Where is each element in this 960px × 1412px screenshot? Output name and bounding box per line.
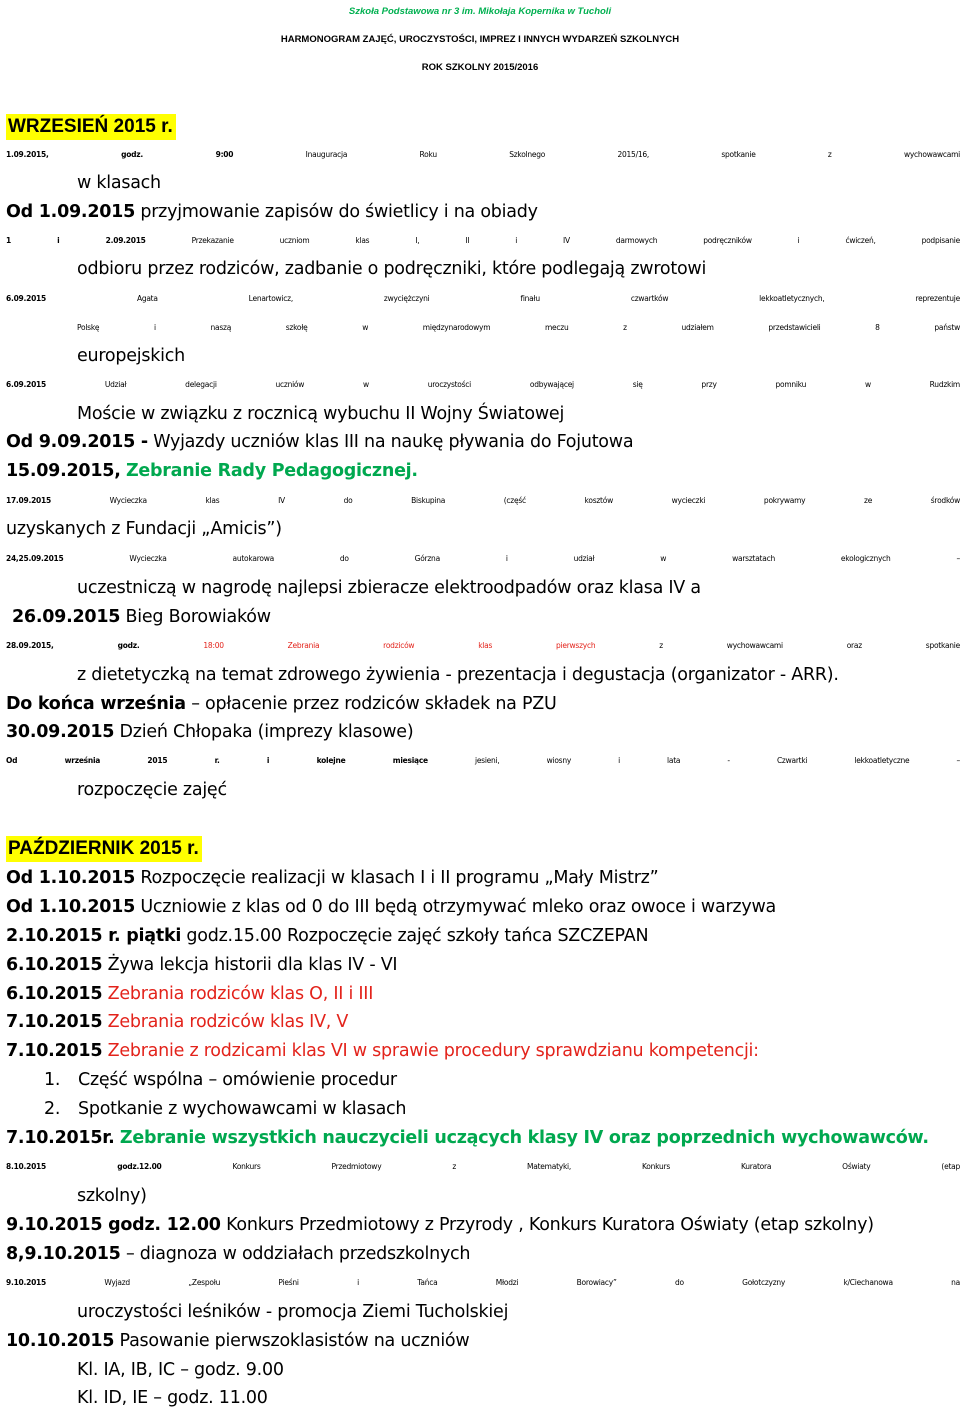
event-line-cont: w klasach [77, 173, 161, 193]
event-line-cont: rozpoczęcie zajęć [77, 780, 227, 800]
event-line: 8.10.2015 godz.12.00 Konkurs Przedmiotowy z Matematyki, Konkurs Kuratora Oświaty (etap [6, 1162, 960, 1171]
event-line: 6.09.2015 Agata Lenartowicz, zwyciężczyni finału czwartków lekkoatletycznych, reprezentuje [6, 294, 960, 303]
event-line: 8,9.10.2015 – diagnoza w oddziałach przedszkolnych [6, 1244, 471, 1264]
month-heading-october: PAŹDZIERNIK 2015 r. [6, 836, 202, 862]
event-line-cont: z dietetyczką na temat zdrowego żywienia - prezentacja i degustacja (organizator - ARR). [77, 665, 839, 685]
event-line-cont: Moście w związku z rocznicą wybuchu II Wojny Światowej [77, 404, 565, 424]
event-line: Od 1.10.2015 Uczniowie z klas od 0 do III będą otrzymywać mleko oraz owoce i warzywa [6, 897, 776, 917]
event-line-cont: uczestniczą w nagrodę najlepsi zbieracze elektroodpadów oraz klasa IV a [77, 578, 701, 598]
event-line-cont: Polskę i naszą szkołę w międzynarodowym meczu z udziałem przedstawicieli 8 państw [77, 323, 960, 332]
event-line: 2.10.2015 r. piątki godz.15.00 Rozpoczęcie zajęć szkoły tańca SZCZEPAN [6, 926, 649, 946]
month-heading-september: WRZESIEŃ 2015 r. [6, 114, 176, 140]
event-line: 26.09.2015 Bieg Borowiaków [12, 607, 271, 627]
event-line: 30.09.2015 Dzień Chłopaka (imprezy klasowe) [6, 722, 414, 742]
event-line: 1 i 2.09.2015 Przekazanie uczniom klas I, II i IV darmowych podręczników i ćwiczeń, podpisanie [6, 236, 960, 245]
sub-item: Kl. ID, IE – godz. 11.00 [77, 1388, 268, 1408]
event-line: 6.10.2015 Zebrania rodziców klas O, II i III [6, 984, 374, 1004]
event-line: 7.10.2015r. Zebranie wszystkich nauczycieli uczących klasy IV oraz poprzednich wychowawców. [6, 1128, 929, 1148]
event-line-cont: odbioru przez rodziców, zadbanie o podręczniki, które podlegają zwrotowi [77, 259, 707, 279]
event-line: 7.10.2015 Zebrania rodziców klas IV, V [6, 1012, 349, 1032]
event-line: Od 1.09.2015 przyjmowanie zapisów do świetlicy i na obiady [6, 202, 538, 222]
event-line: 17.09.2015 Wycieczka klas IV do Biskupina (część kosztów wycieczki pokrywamy ze środków [6, 496, 960, 505]
event-line: Do końca września – opłacenie przez rodziców składek na PZU [6, 694, 557, 714]
list-item: 1. Część wspólna – omówienie procedur [44, 1070, 397, 1090]
event-line-cont: uroczystości leśników - promocja Ziemi Tucholskiej [77, 1302, 509, 1322]
event-line: 9.10.2015 Wyjazd „Zespołu Pieśni i Tańca Młodzi Borowiacy” do Gołotczyzny k/Ciechanowa na [6, 1278, 960, 1287]
event-line-cont: szkolny) [77, 1186, 147, 1206]
event-line: 7.10.2015 Zebranie z rodzicami klas VI w sprawie procedury sprawdzianu kompetencji: [6, 1041, 759, 1061]
school-year: ROK SZKOLNY 2015/2016 [421, 62, 539, 73]
event-line: 6.10.2015 Żywa lekcja historii dla klas IV - VI [6, 955, 398, 975]
event-line: Od 1.10.2015 Rozpoczęcie realizacji w klasach I i II programu „Mały Mistrz” [6, 868, 659, 888]
event-line: Od września 2015 r. i kolejne miesiące jesieni, wiosny i lata - Czwartki lekkoatletyczne – [6, 756, 960, 765]
event-line: 15.09.2015, Zebranie Rady Pedagogicznej. [6, 461, 418, 481]
event-line: 24,25.09.2015 Wycieczka autokarowa do Górzna i udział w warsztatach ekologicznych – [6, 554, 960, 563]
event-line-cont: europejskich [77, 346, 185, 366]
document-title: HARMONOGRAM ZAJĘĆ, UROCZYSTOŚCI, IMPREZ I INNYCH WYDARZEŃ SZKOLNYCH [280, 34, 680, 45]
school-name: Szkoła Podstawowa nr 3 im. Mikołaja Kopernika w Tucholi [348, 6, 612, 17]
event-line: 1.09.2015, godz. 9:00 Inauguracja Roku Szkolnego 2015/16, spotkanie z wychowawcami [6, 150, 960, 159]
sub-item: Kl. IA, IB, IC – godz. 9.00 [77, 1360, 284, 1380]
event-line: 6.09.2015 Udział delegacji uczniów w uroczystości odbywającej się przy pomniku w Rudzkim [6, 380, 960, 389]
event-line-cont: uzyskanych z Fundacji „Amicis”) [6, 519, 282, 539]
event-line: 10.10.2015 Pasowanie pierwszoklasistów na uczniów [6, 1331, 470, 1351]
event-line: Od 9.09.2015 - Wyjazdy uczniów klas III na naukę pływania do Fojutowa [6, 432, 634, 452]
event-line: 28.09.2015, godz. 18:00 Zebrania rodziców klas pierwszych z wychowawcami oraz spotkanie [6, 641, 960, 650]
list-item: 2. Spotkanie z wychowawcami w klasach [44, 1099, 407, 1119]
event-line: 9.10.2015 godz. 12.00 Konkurs Przedmiotowy z Przyrody , Konkurs Kuratora Oświaty (etap szkolny) [6, 1215, 874, 1235]
